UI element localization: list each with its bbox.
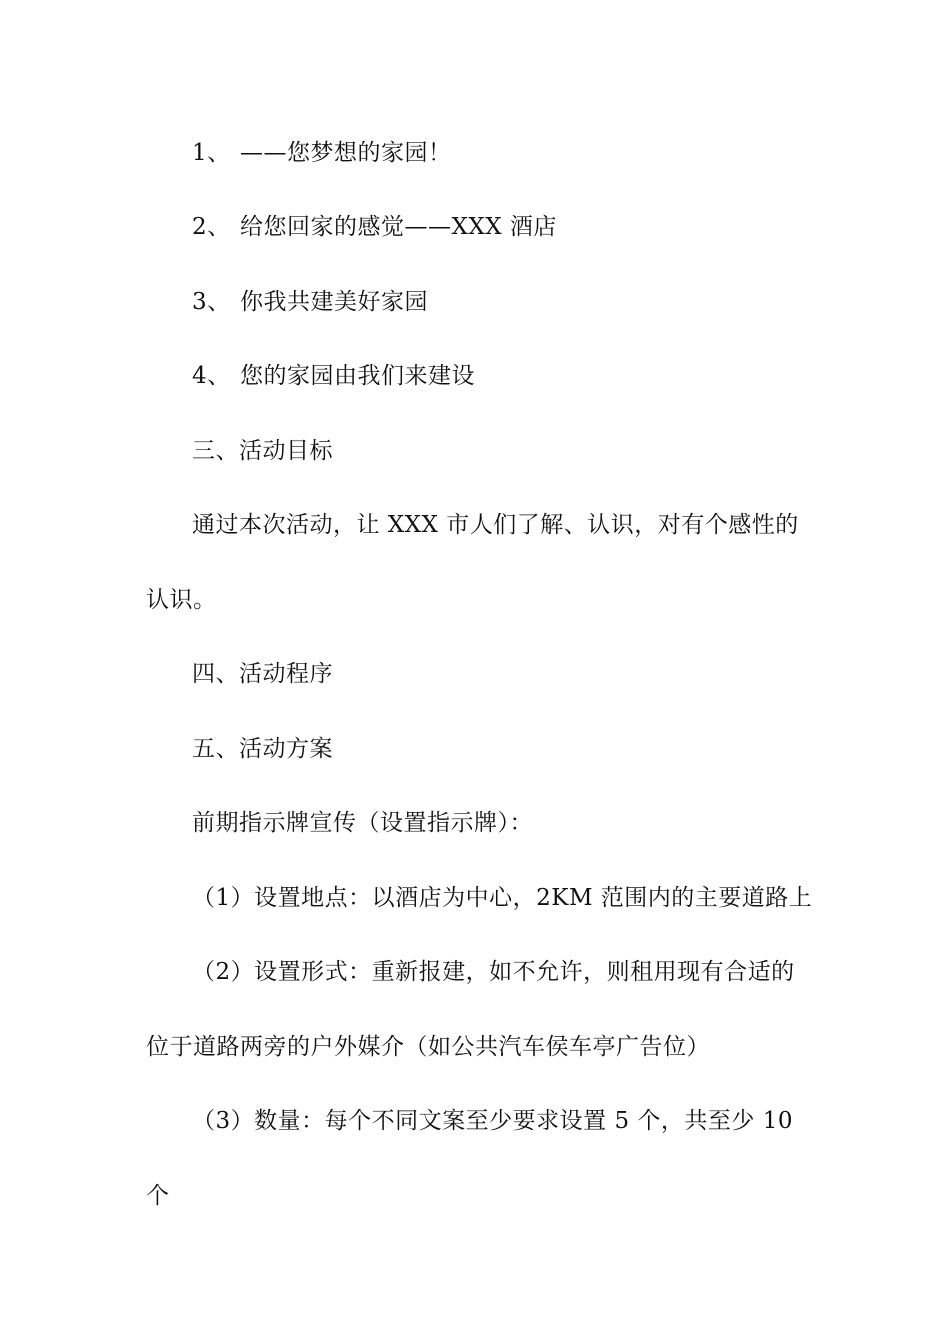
section-4-heading: 四、活动程序 (192, 661, 333, 687)
section-3-paragraph-line-2: 认识。 (146, 587, 217, 613)
slogan-2 (192, 211, 872, 243)
slogan-4 (192, 360, 872, 392)
slogan-1 (192, 137, 872, 169)
section-5-heading: 五、活动方案 (192, 736, 333, 762)
signage-intro: 前期指示牌宣传（设置指示牌）： (192, 810, 533, 836)
slogan-4-text: 您的家园由我们来建设 (240, 363, 475, 389)
slogan-3-number: 3、 (192, 289, 231, 315)
slogan-3 (192, 286, 872, 318)
slogan-2-text: 给您回家的感觉——XXX 酒店 (240, 214, 557, 240)
item-1-location: （1）设置地点：以酒店为中心，2KM 范围内的主要道路上 (192, 885, 813, 911)
item-2-form-line-2: 位于道路两旁的户外媒介（如公共汽车侯车亭广告位） (146, 1034, 710, 1060)
slogan-1-number: 1、 (192, 140, 231, 166)
item-3-quantity-line-2: 个 (146, 1183, 170, 1209)
slogan-3-text: 你我共建美好家园 (240, 289, 428, 315)
item-2-form-line-1: （2）设置形式：重新报建，如不允许，则租用现有合适的 (192, 959, 795, 985)
section-3-heading: 三、活动目标 (192, 438, 333, 464)
item-3-quantity-line-1: （3）数量：每个不同文案至少要求设置 5 个，共至少 10 (192, 1108, 793, 1134)
slogan-2-number: 2、 (192, 214, 231, 240)
slogan-1-text: ——您梦想的家园！ (240, 140, 452, 166)
section-3-paragraph-line-1: 通过本次活动，让 XXX 市人们了解、认识，对有个感性的 (192, 512, 799, 538)
slogan-4-number: 4、 (192, 363, 231, 389)
